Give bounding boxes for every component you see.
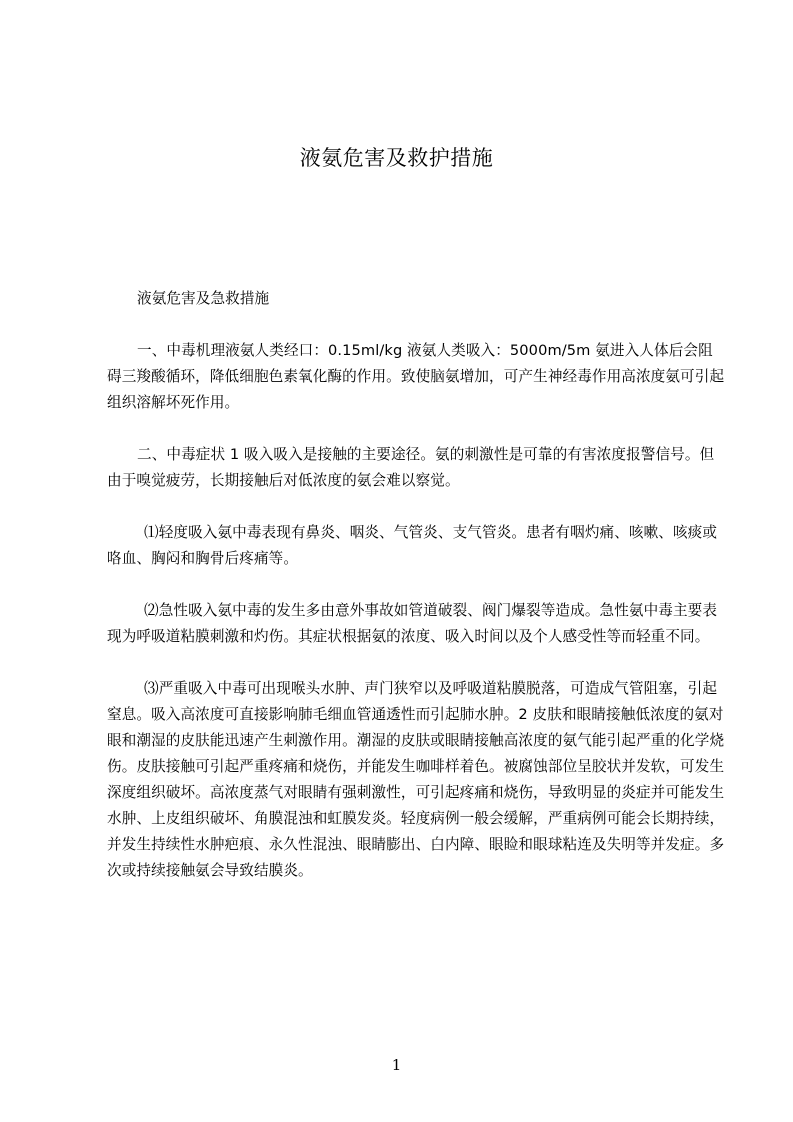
paragraph-acute-inhalation: ⑵急性吸入氨中毒的发生多由意外事故如管道破裂、阀门爆裂等造成。急性氨中毒主要表现为呼吸道粘膜刺激和灼伤。其症状根据氨的浓度、吸入时间以及个人感受性等而轻重不同。: [107, 602, 718, 645]
page-number: 1: [391, 1056, 402, 1074]
paragraph-mechanism: 一、中毒机理液氨人类经口：0.15ml/kg 液氨人类吸入：5000m/5m 氨进入人体后会阻碍三羧酸循环，降低细胞色素氧化酶的作用。致使脑氨增加，可产生神经毒作用高浓度氨可引起组织溶解坏死作用。: [107, 342, 725, 411]
document-body: [107, 286, 725, 910]
paragraph-symptoms: 二、中毒症状 1 吸入吸入是接触的主要途径。氨的刺激性是可靠的有害浓度报警信号。但由于嗅觉疲劳，长期接触后对低浓度的氨会难以察觉。: [107, 446, 715, 489]
paragraph-mild-inhalation: ⑴轻度吸入氨中毒表现有鼻炎、咽炎、气管炎、支气管炎。患者有咽灼痛、咳嗽、咳痰或咯血、胸闷和胸骨后疼痛等。: [107, 524, 718, 567]
paragraph-severe-inhalation: ⑶严重吸入中毒可出现喉头水肿、声门狭窄以及呼吸道粘膜脱落，可造成气管阻塞，引起窒息。吸入高浓度可直接影响肺毛细血管通透性而引起肺水肿。2 皮肤和眼睛接触低浓度的氨对眼和潮湿的皮肤能迅速产生刺激作用。潮湿的皮肤或眼睛接触高浓度的氨气能引起严重的化学烧伤。皮肤接触可引起严重疼痛和烧伤，并能发生咖啡样着色。被腐蚀部位呈胶状并发软，可发生深度组织破坏。高浓度蒸气对眼睛有强刺激性，可引起疼痛和烧伤，导致明显的炎症并可能发生水肿、上皮组织破坏、角膜混浊和虹膜发炎。轻度病例一般会缓解，严重病例可能会长期持续，并发生持续性水肿疤痕、永久性混浊、眼睛膨出、白内障、眼睑和眼球粘连及失明等并发症。多次或持续接触氨会导致结膜炎。: [107, 680, 725, 879]
section-heading: 液氨危害及急救措施: [137, 290, 270, 307]
document-title: 液氨危害及救护措施: [299, 146, 494, 170]
